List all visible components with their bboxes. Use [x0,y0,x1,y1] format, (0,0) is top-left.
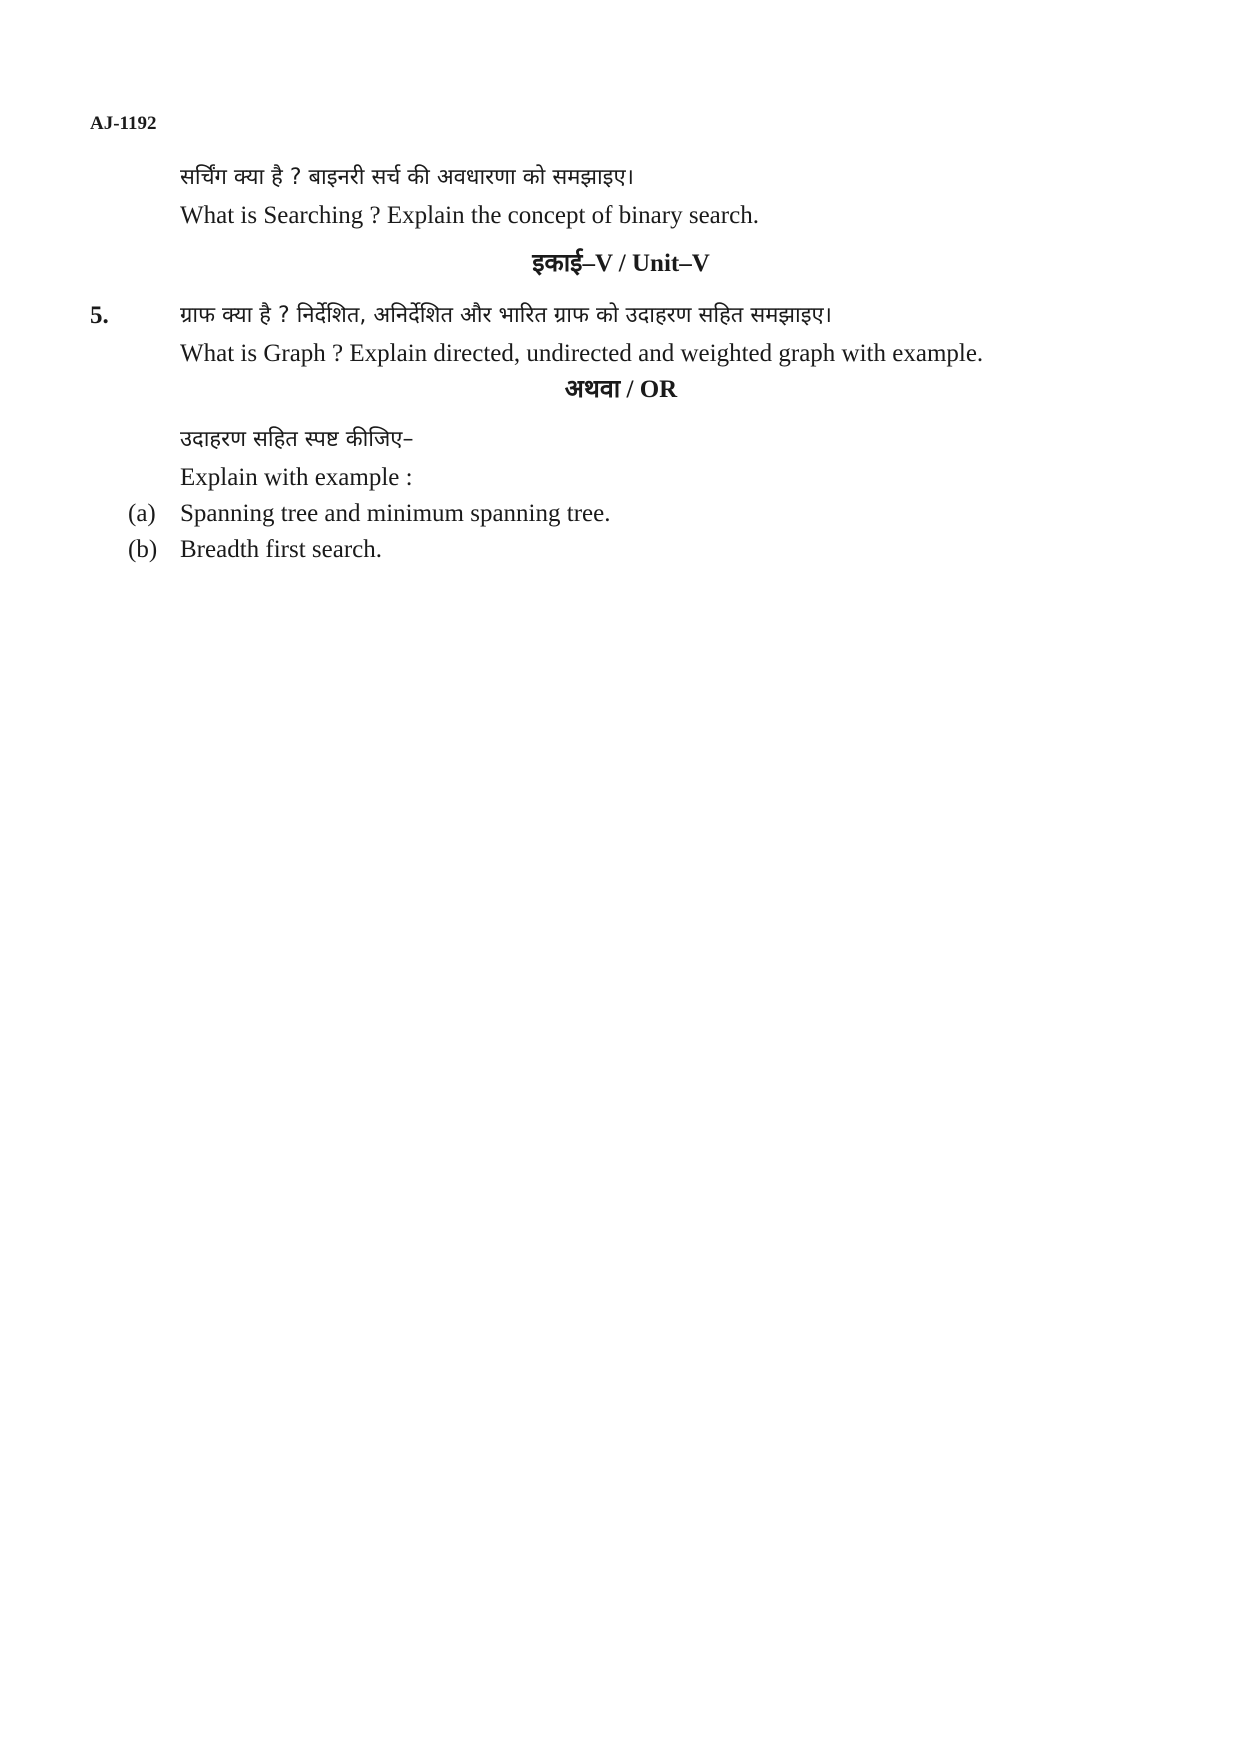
question-5-english: What is Graph ? Explain directed, undirected and weighted graph with example. [180,340,984,367]
sub-item-label: (b) [128,536,158,563]
unit-heading: इकाई–V / Unit–V [532,250,710,277]
question-4-alt-english: What is Searching ? Explain the concept of binary search. [180,202,759,229]
question-4-alt-hindi: सर्चिंग क्या है ? बाइनरी सर्च की अवधारणा को समझाइए। [180,165,634,190]
sub-item-label: (a) [128,500,156,527]
sub-item-text: Spanning tree and minimum spanning tree. [180,500,611,527]
question-5-alt-hindi: उदाहरण सहित स्पष्ट कीजिए– [180,427,414,452]
paper-code: AJ-1192 [90,113,157,134]
question-5-hindi: ग्राफ क्या है ? निर्देशित, अनिर्देशित और भारित ग्राफ को उदाहरण सहित समझाइए। [180,303,832,328]
question-number-5: 5. [90,302,109,329]
sub-item-text: Breadth first search. [180,536,383,563]
question-5-alt-english: Explain with example : [180,464,413,491]
or-separator: अथवा / OR [564,376,678,403]
